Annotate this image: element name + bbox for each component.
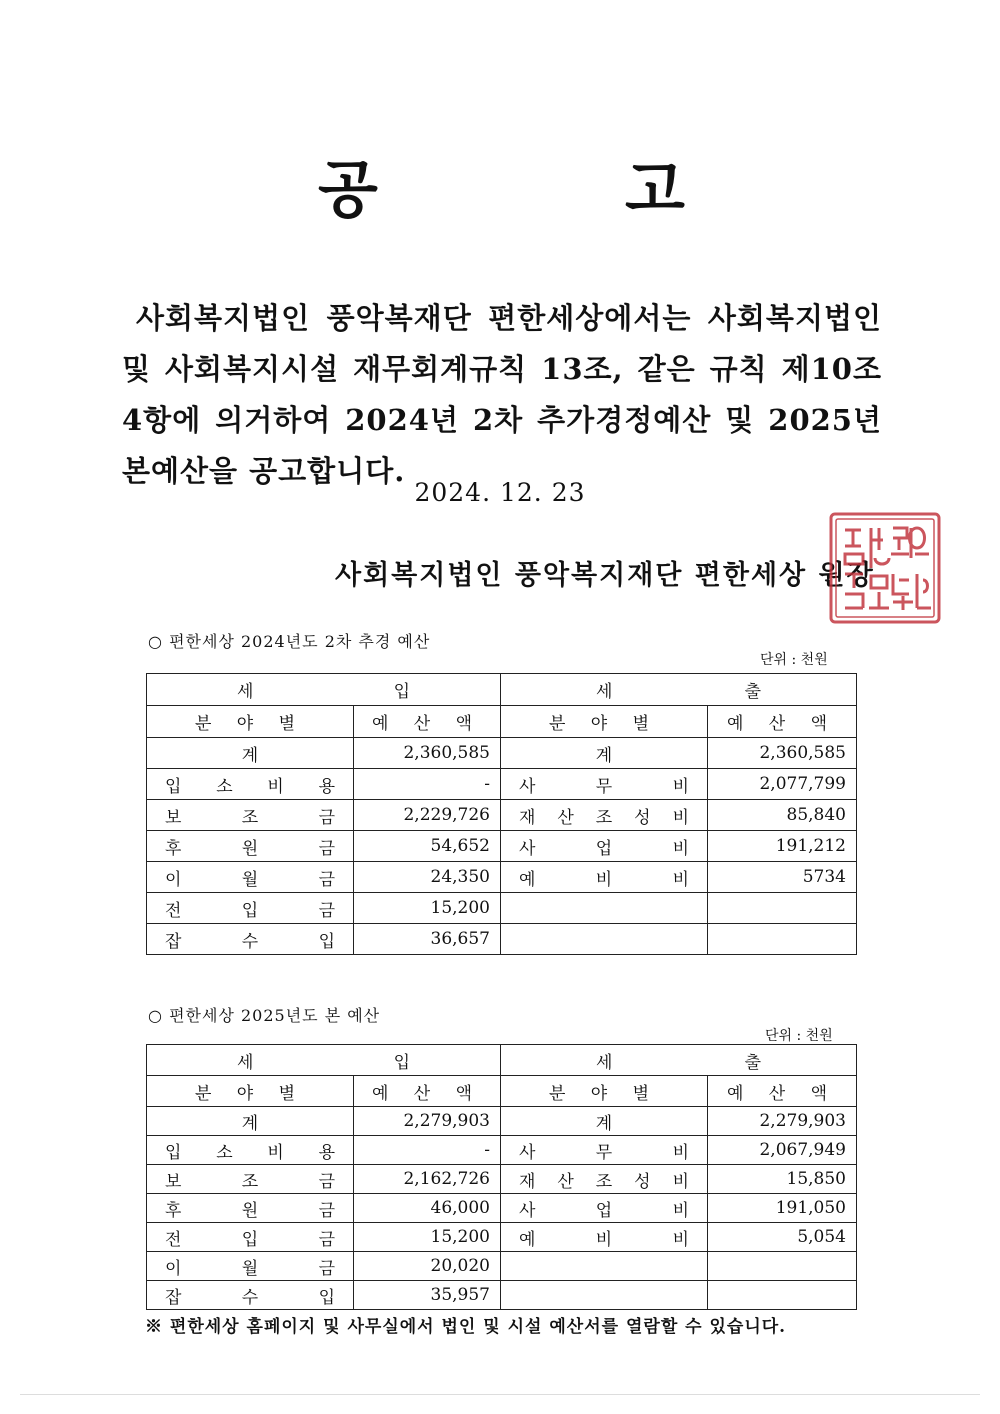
- expense-value: 191,212: [708, 831, 857, 862]
- income-value: 24,350: [354, 862, 501, 893]
- table-header-row: [147, 674, 857, 706]
- expense-label: 재 산 조 성 비: [519, 1171, 689, 1192]
- official-seal-stamp: [827, 510, 943, 626]
- income-label: 후 원 금: [165, 1200, 335, 1221]
- table-row: [147, 893, 857, 924]
- income-label: 잡 수 입: [165, 1287, 335, 1308]
- income-label: 보 조 금: [165, 807, 335, 828]
- expense-value: 5734: [708, 862, 857, 893]
- table-row: [147, 1136, 857, 1165]
- income-value: 54,652: [354, 831, 501, 862]
- amount-header: 예 산 액: [708, 706, 857, 738]
- field-header: 분 야 별: [501, 1076, 708, 1107]
- section-title-2025: [148, 1003, 380, 1026]
- expense-label: 계: [501, 1107, 708, 1136]
- table-row: [147, 1165, 857, 1194]
- income-value: 36,657: [354, 924, 501, 955]
- expense-label: 사 무 비: [519, 776, 689, 797]
- expense-label: 계: [501, 738, 708, 769]
- income-label: 입 소 비 용: [165, 1142, 335, 1163]
- income-label: 계: [147, 738, 354, 769]
- income-value: 15,200: [354, 893, 501, 924]
- income-value: 2,229,726: [354, 800, 501, 831]
- expense-value: 191,050: [708, 1194, 857, 1223]
- expense-value: [708, 1252, 857, 1281]
- expense-value: 5,054: [708, 1223, 857, 1252]
- income-value: 15,200: [354, 1223, 501, 1252]
- expense-value: 2,279,903: [708, 1107, 857, 1136]
- expense-label: 사 무 비: [519, 1142, 689, 1163]
- table-row: [147, 1107, 857, 1136]
- circle-bullet-icon: ○: [148, 632, 163, 651]
- expense-header: 세 출: [501, 674, 857, 706]
- table-row: [147, 831, 857, 862]
- circle-bullet-icon: ○: [148, 1006, 163, 1025]
- amount-header: 예 산 액: [354, 1076, 501, 1107]
- expense-label: 재 산 조 성 비: [519, 807, 689, 828]
- unit-label-2025: 단위 : 천원: [765, 1028, 833, 1044]
- expense-label: 사 업 비: [519, 1200, 689, 1221]
- expense-value: [708, 924, 857, 955]
- expense-label: 예 비 비: [519, 869, 689, 890]
- income-value: 2,279,903: [354, 1107, 501, 1136]
- income-value: 46,000: [354, 1194, 501, 1223]
- income-label: 이 월 금: [165, 869, 335, 890]
- table-header-row: [147, 1045, 857, 1076]
- income-value: 35,957: [354, 1281, 501, 1310]
- notice-paragraph: 사회복지법인 풍악복재단 편한세상에서는 사회복지법인 및 사회복지시설 재무회계규칙 13조, 같은 규칙 제10조 4항에 의거하여 2024년 2차 추가경정예산 및 2025년 본예산을 공고합니다.: [122, 301, 882, 488]
- table-row: [147, 800, 857, 831]
- table-row: [147, 862, 857, 893]
- section-title-2024: [148, 629, 430, 652]
- income-label: 전 입 금: [165, 900, 335, 921]
- unit-label-2024: 단위 : 천원: [760, 652, 828, 668]
- table-row: [147, 738, 857, 769]
- notice-date: 2024. 12. 23: [414, 478, 586, 507]
- amount-header: 예 산 액: [708, 1076, 857, 1107]
- table-row: [147, 769, 857, 800]
- amount-header: 예 산 액: [354, 706, 501, 738]
- income-label: 이 월 금: [165, 1258, 335, 1279]
- section-title-2024-text: 편한세상 2024년도 2차 추경 예산: [169, 632, 431, 651]
- income-label: 입 소 비 용: [165, 776, 335, 797]
- expense-label: 사 업 비: [519, 838, 689, 859]
- expense-value: 2,067,949: [708, 1136, 857, 1165]
- section-title-2025-text: 편한세상 2025년도 본 예산: [169, 1006, 381, 1025]
- table-subheader-row: [147, 1076, 857, 1107]
- page-bottom-rule: [20, 1394, 980, 1395]
- expense-value: [708, 1281, 857, 1310]
- table-row: [147, 1223, 857, 1252]
- budget-table-2025: [146, 1044, 857, 1310]
- field-header: 분 야 별: [147, 1076, 354, 1107]
- income-value: -: [354, 1136, 501, 1165]
- field-header: 분 야 별: [147, 706, 354, 738]
- expense-value: 2,077,799: [708, 769, 857, 800]
- budget-table-2024: [146, 673, 857, 955]
- income-value: 2,162,726: [354, 1165, 501, 1194]
- expense-label: 예 비 비: [519, 1229, 689, 1250]
- expense-value: 85,840: [708, 800, 857, 831]
- income-label: 계: [147, 1107, 354, 1136]
- table-row: [147, 1281, 857, 1310]
- field-header: 분 야 별: [501, 706, 708, 738]
- income-label: 전 입 금: [165, 1229, 335, 1250]
- income-label: 후 원 금: [165, 838, 335, 859]
- title-char-2: 고: [625, 153, 685, 226]
- table-row: [147, 1194, 857, 1223]
- income-value: -: [354, 769, 501, 800]
- income-label: 잡 수 입: [165, 931, 335, 952]
- income-header: 세 입: [147, 674, 501, 706]
- table-row: [147, 924, 857, 955]
- signer-name: 사회복지법인 풍악복지재단 편한세상 원장: [335, 560, 875, 591]
- expense-value: 15,850: [708, 1165, 857, 1194]
- table-subheader-row: [147, 706, 857, 738]
- title-char-1: 공: [318, 153, 378, 226]
- income-value: 20,020: [354, 1252, 501, 1281]
- notice-title: [0, 150, 1000, 230]
- expense-header: 세 출: [501, 1045, 857, 1076]
- footnote: ※ 편한세상 홈페이지 및 사무실에서 법인 및 시설 예산서를 열람할 수 있습니다.: [145, 1317, 787, 1337]
- expense-value: [708, 893, 857, 924]
- income-header: 세 입: [147, 1045, 501, 1076]
- income-value: 2,360,585: [354, 738, 501, 769]
- expense-value: 2,360,585: [708, 738, 857, 769]
- income-label: 보 조 금: [165, 1171, 335, 1192]
- table-row: [147, 1252, 857, 1281]
